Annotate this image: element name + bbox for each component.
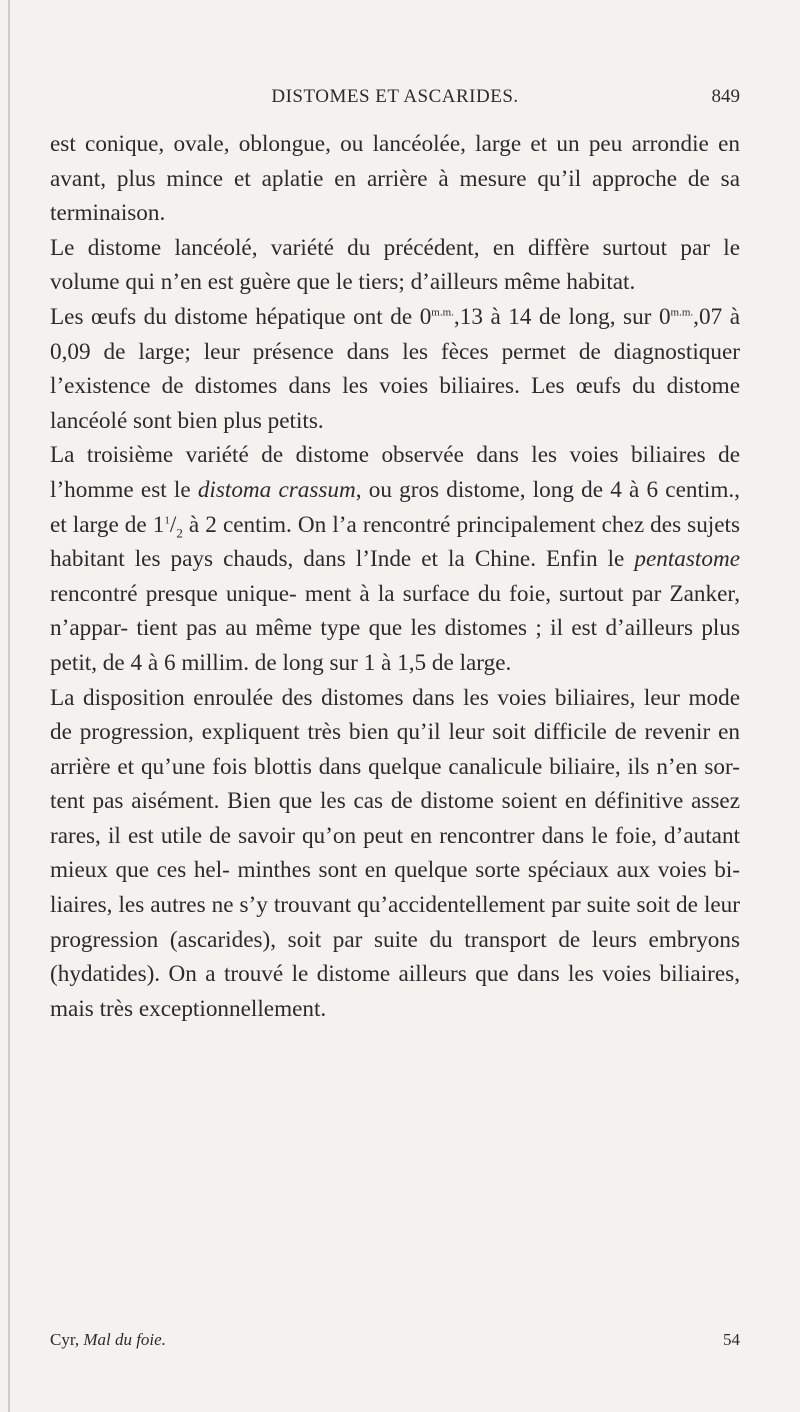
italic-term-distoma-crassum: distoma crassum (197, 476, 356, 503)
sheet-signature-number: 54 (723, 1330, 740, 1349)
paragraph-4: La troisième variété de distome observée dans les voies biliaires de l’homme est le distoma crassum, ou gros distome, long de 4 à 6 centim., et large de $1^1/_2$ à 2 centim. On l’a rencontré principalement chez des sujets habitant les pays chauds, dans l’Inde et la Chine. Enfin le pentastome rencontré presque unique- ment à la surface du foie, surtout par Zanker, n’appar- tient pas au même type que les distomes ; il est d’ailleurs plus petit, de 4 à 6 millim. de long sur 1 à 1,5 de large. (50, 442, 740, 676)
body-text (50, 127, 740, 1026)
page-edge (8, 0, 10, 1412)
fraction-denominator: 2 (176, 525, 183, 541)
page-number: 849 (711, 86, 740, 107)
page-header (50, 86, 740, 116)
paragraph-2: Le distome lancéolé, variété du précédent, en diffère surtout par le volume qui n’en est guère que le tiers; d’ailleurs même habitat. (50, 234, 740, 296)
paragraph-3-part-2: ,13 à 14 de long, sur 0 (453, 303, 671, 330)
paragraph-4-part-2: , ou gros distome, long de 4 à 6 centim., et large de 1 (50, 476, 740, 538)
footer-title: Mal du foie. (83, 1330, 166, 1349)
paragraph-4-part-4: rencontré presque unique- ment à la surface du foie, surtout par Zanker, n’appar- tient pas au même type que les distomes ; il est d’ailleurs plus petit, de 4 à 6 millim. de long sur 1 à 1,5 de large. (50, 580, 740, 676)
paragraph-5: La disposition enroulée des distomes dans les voies biliaires, leur mode de progression, expliquent très bien qu’il leur soit difficile de revenir en arrière et qu’une fois blottis dans quelque canalicule biliaire, ils n’en sor- tent pas aisément. Bien que les cas de distome soient en définitive assez rares, il est utile de savoir qu’on peut en rencontrer dans le foie, d’autant mieux que ces hel- minthes sont en quelque sorte spéciaux aux voies bi- liaires, les autres ne s’y trouvant qu’accidentellement par suite soit de leur progression (ascarides), soit par suite du transport de leurs embryons (hydatides). On a trouvé le distome ailleurs que dans les voies biliaires, mais très exceptionnellement. (50, 684, 740, 1022)
page-footer (50, 1330, 740, 1354)
running-head: DISTOMES ET ASCARIDES. (271, 86, 519, 107)
italic-term-pentastome: pentastome (634, 546, 740, 573)
paragraph-3-part-3: ,07 à 0,09 de large; leur présence dans les fèces permet de diagnostiquer l’existence de distomes dans les voies biliaires. Les œufs du distome lancéolé sont bien plus petits. (50, 303, 741, 434)
paragraph-3 (50, 300, 740, 438)
footer-author: Cyr, (50, 1330, 80, 1349)
fraction-numerator: 1 (164, 513, 170, 526)
paragraph-3-part-1: Les œufs du distome hépatique ont de 0 (50, 303, 432, 330)
unit-superscript-1: m.m. (431, 306, 454, 319)
paragraph-4-part-3: à 2 centim. On l’a rencontré principalement chez des sujets habitant les pays chauds, dans l’Inde et la Chine. Enfin le (50, 511, 740, 573)
paragraph-1: est conique, ovale, oblongue, ou lancéolée, large et un peu arrondie en avant, plus mince et aplatie en arrière à mesure qu’il approche de sa terminaison. (50, 131, 740, 227)
footer-signature (50, 1330, 166, 1350)
paragraph-4-part-1: La troisième variété de distome observée dans les voies biliaires de l’homme est le (50, 442, 740, 503)
unit-superscript-2: m.m. (670, 306, 694, 319)
